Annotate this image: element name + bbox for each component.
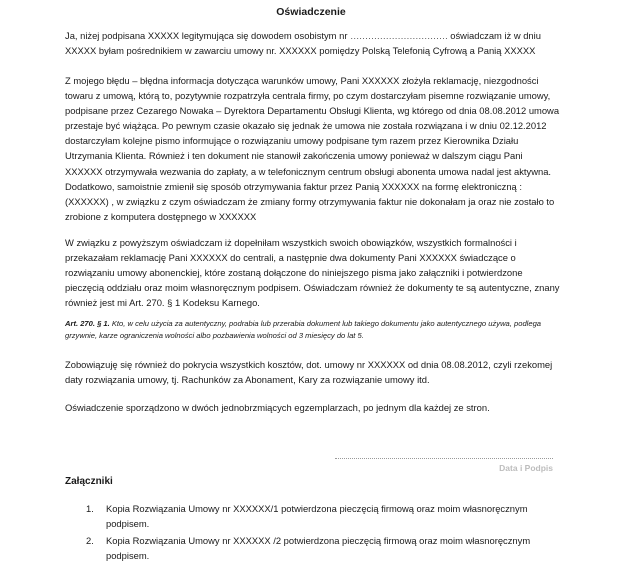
article-quote <box>65 318 560 341</box>
paragraph-copies: Oświadczenie sporządzono w dwóch jednobrzmiących egzemplarzach, po jednym dla każdej ze stron. <box>65 402 490 413</box>
paragraph-declaration: W związku z powyższym oświadczam iż dopełniłam wszystkich swoich obowiązków, wszystkich formalności i przekazałam reklamację Pani XXXXXX do centrali, a następnie dwa dokumenty Pani XXXXXX świadczące o rozwiązaniu umowy abonenckiej, które zostaną dołączone do niniejszego pisma jako załączniki i potwierdzone pieczęcią oddziału oraz moim własnoręcznym podpisem. Oświadczam również że dokumenty te są autentyczne, znany również jest mi Art. 270. § 1 Kodeksu Karnego. <box>65 237 560 309</box>
attachment-number: 2. <box>86 535 94 547</box>
intro-text-a: Ja, niżej podpisana XXXXX legitymująca się dowodem osobistym nr <box>65 30 351 41</box>
document-title: Oświadczenie <box>276 6 346 18</box>
attachments-heading: Załączniki <box>65 476 113 487</box>
paragraph-costs: Zobowiązuję się również do pokrycia wszystkich kosztów, dot. umowy nr XXXXXX od dnia 08.08.2012, czyli rzekomej daty rozwiązania umowy, tj. Rachunków za Abonament, Kary za rozwiązanie umowy itd. <box>65 359 553 386</box>
attachments-list <box>86 501 556 565</box>
intro-dotted-blank: …………………………… <box>350 30 448 41</box>
article-text: Kto, w celu użycia za autentyczny, podrabia lub przerabia dokument lub takiego dokumentu jako autentycznego używa, podlega grzywnie, karze ograniczenia wolności albo pozbawienia wolności od 3 miesięcy do lat 5. <box>65 319 542 340</box>
attachment-text: Kopia Rozwiązania Umowy nr XXXXXX /2 potwierdzona pieczęcią firmową oraz moim własnoręcznym podpisem. <box>106 535 531 562</box>
attachment-item <box>86 501 556 531</box>
attachment-text: Kopia Rozwiązania Umowy nr XXXXXX/1 potwierdzona pieczęcią firmową oraz moim własnoręcznym podpisem. <box>106 503 528 530</box>
signature-label: Data i Podpis <box>499 463 553 473</box>
intro-text-b: oświadczam iż w dniu XXXXX byłam pośrednikiem w zawarciu umowy nr. XXXXXX pomiędzy Polską Telefonią Cyfrową a Panią XXXXX <box>65 30 541 57</box>
attachment-number: 1. <box>86 503 94 514</box>
paragraph-explanation: Z mojego błędu – błędna informacja dotycząca warunków umowy, Pani XXXXXX złożyła reklamację, niezgodności towaru z umową, którą to, pozytywnie rozpatrzyła centrala firmy, po czym dostarczyłam pisemne rozwiązanie umowy, podpisane przez Cezarego Nowaka – Dyrektora Departamentu Obsługi Klienta, wg którego od dnia 08.08.2012 umowa przestaje być wiążąca. Po pewnym czasie okazało się jednak że umowa nie została rozwiązana i w dniu 02.12.2012 dostarczyłam kolejne pismo informujące o rozwiązaniu umowy podpisane tym razem przez Kierownika Działu Utrzymania Klienta. Również i ten dokument nie stanowił zakończenia umowy ponieważ w dalszym ciągu Pani XXXXXX otrzymywała wezwania do zapłaty, a w telefonicznym centrum obsługi abonenta umowa nadal jest aktywna. Dodatkowo, samoistnie zmienił się sposób otrzymywania faktur przez Panią XXXXXX na formę elektroniczną : (XXXXXX) , w związku z czym oświadczam że zmiany formy otrzymywania faktur nie dokonałam ja oraz nie zostało to zrobione z komputera dostępnego w XXXXXX <box>65 75 560 222</box>
article-label: Art. 270. § 1. <box>65 319 110 328</box>
signature-line <box>335 458 553 459</box>
attachment-item <box>86 533 556 563</box>
intro-paragraph <box>65 28 560 58</box>
